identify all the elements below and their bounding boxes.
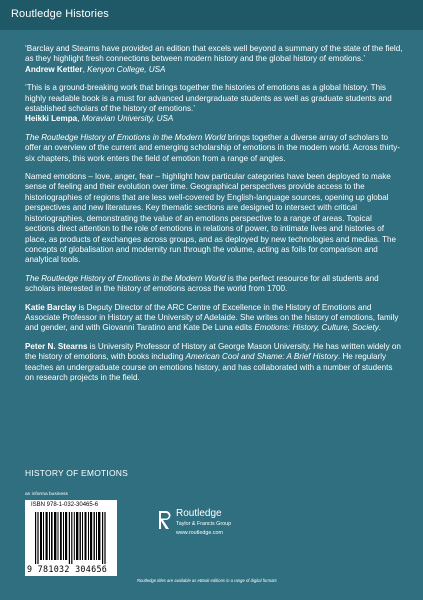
author-name: Katie Barclay <box>25 302 77 312</box>
publisher-url: www.routledge.com <box>176 530 224 536</box>
author-bio-2 <box>25 342 403 384</box>
quote-1 <box>25 44 403 75</box>
series-name: Emotions: History, Culture, Society <box>254 323 379 333</box>
author-bio-text: is Deputy Director of the ARC Centre of Excellence in the History of Emotions and Associate Professor in History at the University of Adelaide. She writes on the history of emotions, family and gender, and with Giovanni Taratino and Kate De Luna edits <box>25 302 399 333</box>
author-bio-text: . He regularly teaches an undergraduate course on emotions history, and has collaborated with a number of students on research projects in the field. <box>25 352 393 382</box>
book-titles: American Cool and Shame: A Brief History <box>185 352 338 362</box>
publisher-group: Taylor & Francis Group <box>176 521 232 527</box>
quote-2 <box>25 83 403 125</box>
description-paragraph-3 <box>25 274 403 295</box>
quote-attribution: Andrew Kettler, Kenyon College, USA <box>25 64 166 74</box>
ebook-note: Routledge titles are available as eBook editions in a range of digital formats <box>137 578 277 583</box>
isbn-label: ISBN 978-1-032-30465-6 <box>31 502 99 508</box>
routledge-r-icon <box>158 510 172 530</box>
barcode-digits: 9 781032 304656 <box>27 564 108 574</box>
back-cover-text <box>25 44 403 391</box>
author-bio-text: . <box>378 323 382 333</box>
author-bio-1 <box>25 303 403 334</box>
author-bio-text: is University Professor of History at George Mason University. He has written widely on the history of emotions, with books including <box>25 341 401 362</box>
quote-author: Heikki Lempa <box>25 114 78 124</box>
book-title: The Routledge History of Emotions in the Modern World <box>25 132 226 142</box>
quote-affiliation: Moravian University, USA <box>81 114 174 124</box>
quote-text: ‘Barclay and Stearns have provided an edition that excels well beyond a summary of the state of the field, as they highlight fresh connections between modern history and the global history of emotions.’ <box>25 44 403 64</box>
book-title: The Routledge History of Emotions in the Modern World <box>25 273 226 283</box>
quote-affiliation: Kenyon College, USA <box>87 64 166 74</box>
barcode <box>25 500 117 576</box>
author-name: Peter N. Stearns <box>25 341 88 351</box>
quote-attribution: Heikki Lempa, Moravian University, USA <box>25 114 174 124</box>
description-paragraph-2: Named emotions – love, anger, fear – highlight how particular categories have been deployed to make sense of feeling and their evolution over time. Geographical perspectives provide access to the historiographies of regions that are less well-covered by English-language sources, opening up global perspectives and new literatures. Key thematic sections are designed to intersect with critical historiographies, demonstrating the value of an emotions perspective to a range of areas. Topical sections direct attention to the role of emotions in relations of power, to intimate lives and histories of place, as products of exchanges across groups, and as deployed by new technologies and medias. The concepts of globalisation and modernity run through the volume, acting as foils for comparison and analytical tools. <box>25 172 397 265</box>
informa-label: an informa business <box>25 492 68 497</box>
header-bar <box>0 0 423 30</box>
barcode-bars <box>35 512 107 564</box>
quote-text: ‘This is a ground-breaking work that brings together the histories of emotions as a global history. This highly readable book is a must for advanced undergraduate students as well as graduate students and established scholars of the history of emotions.’ <box>25 83 392 114</box>
quote-author: Andrew Kettler <box>25 64 83 74</box>
series-title: Routledge Histories <box>11 8 109 20</box>
description-text: brings together a diverse array of scholars to offer an overview of the current and emerging scholarship of emotions in the modern world. Across thirty-six chapters, this work enters the field of emotion from a range of angles. <box>25 132 401 163</box>
series-label: HISTORY OF EMOTIONS <box>25 468 128 478</box>
description-text: is the perfect resource for all students and scholars interested in the history of emotions across the world from 1700. <box>25 273 379 294</box>
publisher-name: Routledge <box>176 508 222 519</box>
publisher-logo <box>158 508 278 544</box>
description-paragraph-1 <box>25 133 403 164</box>
